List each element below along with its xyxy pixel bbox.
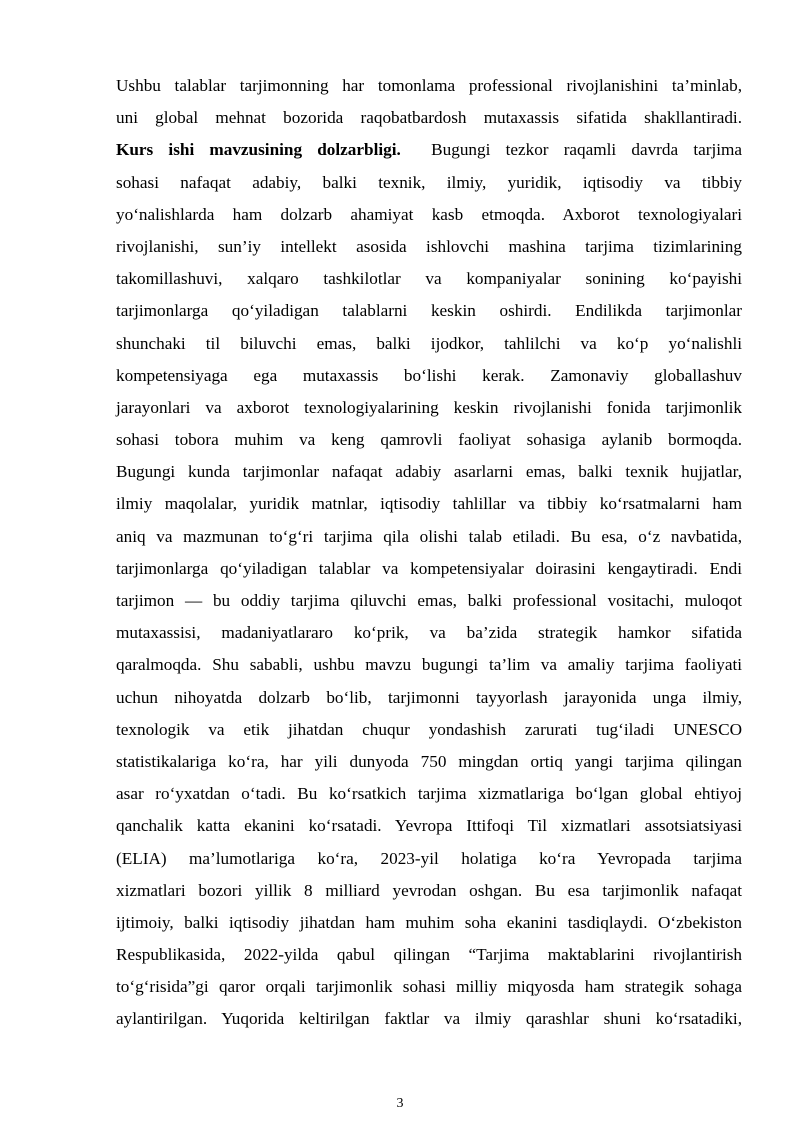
text-line: statistikalariga ko‘ra, har yili dunyoda 750 mingdan ortiq yangi tarjima qilingan <box>116 751 742 771</box>
text-line: rivojlanishi, sun’iy intellekt asosida ishlovchi mashina tarjima tizimlarining <box>116 236 742 256</box>
text-line: jarayonlari va axborot texnologiyalarining keskin rivojlanishi fonida tarjimonlik <box>116 397 742 417</box>
text-line: uni global mehnat bozorida raqobatbardosh mutaxassis sifatida shakllantiradi. <box>116 108 742 128</box>
text-line: aniq va mazmunan to‘g‘ri tarjima qila olishi talab etiladi. Bu esa, o‘z navbatida, <box>116 526 742 546</box>
text-line: sohasi tobora muhim va keng qamrovli faoliyat sohasiga aylanib bormoqda. <box>116 430 742 450</box>
body-text <box>116 70 742 1036</box>
section-heading: Kurs ishi mavzusining dolzarbligi. <box>116 140 401 160</box>
text-line: kompetensiyaga ega mutaxassis bo‘lishi kerak. Zamonaviy globallashuv <box>116 365 742 385</box>
text-line: texnologik va etik jihatdan chuqur yondashish zarurati tug‘iladi UNESCO <box>116 719 742 739</box>
text-line: ilmiy maqolalar, yuridik matnlar, iqtisodiy tahlillar va tibbiy ko‘rsatmalarni ham <box>116 494 742 514</box>
page-number: 3 <box>396 1096 404 1111</box>
text-line: tarjimonlarga qo‘yiladigan talablar va kompetensiyalar doirasini kengaytiradi. Endi <box>116 558 742 578</box>
text-line: Respublikasida, 2022-yilda qabul qilingan “Tarjima maktablarini rivojlantirish <box>116 945 742 965</box>
text-line: aylantirilgan. Yuqorida keltirilgan faktlar va ilmiy qarashlar shuni ko‘rsatadiki, <box>116 1009 742 1029</box>
text-line: tarjimon — bu oddiy tarjima qiluvchi emas, balki professional vositachi, muloqot <box>116 591 742 610</box>
text-line: qanchalik katta ekanini ko‘rsatadi. Yevropa Ittifoqi Til xizmatlari assotsiatsiyasi <box>116 816 742 836</box>
text-line: asar ro‘yxatdan o‘tadi. Bu ko‘rsatkich tarjima xizmatlariga bo‘lgan global ehtiyoj <box>116 784 742 804</box>
text-line: Ushbu talablar tarjimonning har tomonlama professional rivojlanishini ta’minlab, <box>116 76 742 95</box>
text-line: shunchaki til biluvchi emas, balki ijodkor, tahlilchi va ko‘p yo‘nalishli <box>116 333 742 353</box>
text-line: xizmatlari bozori yillik 8 milliard yevrodan oshgan. Bu esa tarjimonlik nafaqat <box>116 880 742 900</box>
text-line: to‘g‘risida”gi qaror orqali tarjimonlik sohasi milliy miqyosda ham strategik sohaga <box>116 977 742 997</box>
text-line: yo‘nalishlarda ham dolzarb ahamiyat kasb etmoqda. Axborot texnologiyalari <box>116 204 742 224</box>
text-line: qaralmoqda. Shu sababli, ushbu mavzu bugungi ta’lim va amaliy tarjima faoliyati <box>116 655 742 675</box>
text-line: uchun nihoyatda dolzarb bo‘lib, tarjimonni tayyorlash jarayonida unga ilmiy, <box>116 687 742 707</box>
heading-line-text: Bugungi tezkor raqamli davrda tarjima <box>431 140 742 160</box>
text-line: tarjimonlarga qo‘yiladigan talablarni keskin oshirdi. Endilikda tarjimonlar <box>116 301 742 321</box>
text-line: takomillashuvi, xalqaro tashkilotlar va kompaniyalar sonining ko‘payishi <box>116 269 742 289</box>
text-line: Bugungi kunda tarjimonlar nafaqat adabiy asarlarni emas, balki texnik hujjatlar, <box>116 462 742 482</box>
text-line: (ELIA) ma’lumotlariga ko‘ra, 2023-yil holatiga ko‘ra Yevropada tarjima <box>116 848 742 868</box>
text-line: sohasi nafaqat adabiy, balki texnik, ilmiy, yuridik, iqtisodiy va tibbiy <box>116 172 742 192</box>
heading-line <box>116 134 742 166</box>
text-line: ijtimoiy, balki iqtisodiy jihatdan ham muhim soha ekanini tasdiqlaydi. O‘zbekiston <box>116 912 742 932</box>
text-line: mutaxassisi, madaniyatlararo ko‘prik, va ba’zida strategik hamkor sifatida <box>116 623 742 643</box>
